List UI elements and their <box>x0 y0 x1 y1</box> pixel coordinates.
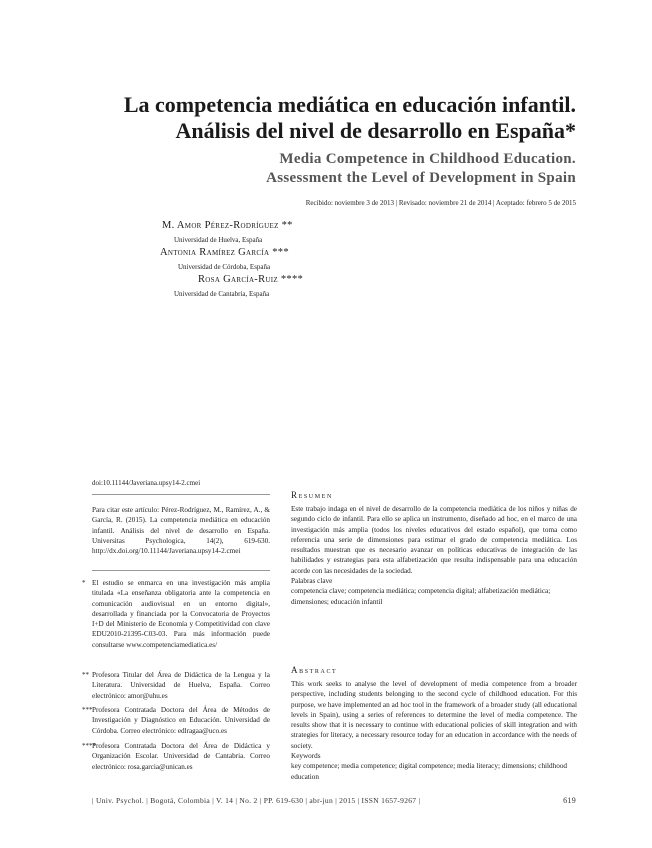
author-1-affiliation: Universidad de Huelva, España <box>174 236 263 244</box>
footnote-3 <box>82 705 270 736</box>
footnote-2-mark: ** <box>82 671 89 679</box>
footnote-4-text: Profesora Contratada Doctora del Área de Didáctica y Organización Escolar. Universidad de Cantabria. Correo electrónico: rosa.garcia@unican.es <box>92 742 270 771</box>
divider-line <box>92 494 270 495</box>
citation-note: Para citar este artículo: Pérez-Rodríguez, M., Ramírez, A., & García, R. (2015). La competencia mediática en educación infantil. Análisis del nivel de desarrollo en España. Universitas Psychologica, 14(2), 619-630. http://dx.doi.org/10.11144/Javeriana.upsy14-2.cmei <box>92 506 270 556</box>
resumen-body: Este trabajo indaga en el nivel de desarrollo de la competencia mediática de los niños y niñas de segundo ciclo de infantil. Para ello se aplica un instrumento, diseñado ad hoc, en el marco de una investigación más amplia (todos los niveles educativos del estado español), que toma como referencia una serie de dimensiones para estimar el grado de competencia mediática. Los resultados muestran que es necesario avanzar en políticas educativas de integración de las habilidades y estrategias para esta alfabetización que resulta indispensable para una educación acorde con las necesidades de la sociedad. <box>291 505 577 575</box>
abstract-keywords: key competence; media competence; digital competence; media literacy; dimensions; childhood education <box>291 762 568 781</box>
english-title-line2: Assessment the Level of Development in Spain <box>266 170 576 186</box>
abstract-section <box>291 665 577 782</box>
resumen-keywords: competencia clave; competencia mediática; competencia digital; alfabetización mediática; dimensiones; educación infantil <box>291 587 551 606</box>
abstract-body: This work seeks to analyse the level of development of media competence from a broader perspective, including students belonging to the second cycle of childhood education. For this purpose, we have implemented an ad hoc tool in the framework of a broader study (all educational levels in Spain), using a series of references to determine the level of media competence. The results show that it is necessary to continue with educational policies of skill integration and with strategies for literacy, a necessary resource today for an education in accordance with the needs of society. <box>291 680 577 750</box>
abstract-keywords-label: Keywords <box>291 752 321 761</box>
doi: doi:10.11144/Javeriana.upsy14-2.cmei <box>92 479 201 487</box>
journal-info: | Univ. Psychol. | Bogotá, Colombia | V. 14 | No. 2 | PP. 619-630 | abr-jun | 2015 | ISSN 1657-9267 | <box>92 796 421 805</box>
abstract-heading: Abstract <box>291 665 338 675</box>
author-2-affiliation: Universidad de Córdoba, España <box>178 263 271 271</box>
author-3-affiliation: Universidad de Cantabria, España <box>174 290 270 298</box>
footnote-2 <box>82 670 270 701</box>
submission-dates: Recibido: noviembre 3 de 2013 | Revisado: noviembre 21 de 2014 | Aceptado: febrero 5 de 2015 <box>305 199 576 207</box>
resumen-keywords-label: Palabras clave <box>291 577 333 586</box>
footnote-4-mark: **** <box>82 742 96 750</box>
english-title <box>266 150 576 188</box>
footnote-1 <box>82 578 270 650</box>
footnote-2-text: Profesora Titular del Área de Didáctica de la Lengua y la Literatura. Universidad de Huelva, España. Correo electrónico: amor@uhu.es <box>92 671 270 700</box>
article-title-line2: Análisis del nivel de desarrollo en España* <box>175 118 576 143</box>
footnote-4 <box>82 741 270 772</box>
footnote-3-mark: *** <box>82 706 93 714</box>
article-title-line1: La competencia mediática en educación infantil. <box>123 92 576 117</box>
page-footer <box>92 796 576 805</box>
author-2-name: Antonia Ramírez García *** <box>160 247 289 258</box>
author-1-name: M. Amor Pérez-Rodríguez ** <box>162 220 293 231</box>
divider-line <box>92 570 270 571</box>
article-title <box>124 92 576 144</box>
footnote-1-text: El estudio se enmarca en una investigación más amplia titulada «La enseñanza obligatoria ante la competencia en comunicación audiovisual en un entorno digital», desarrollada y financiada por la Convocatoria de Proyectos I+D del Ministerio de Economía y Competitividad con clave EDU2010-21395-C03-03. Para más información puede consultarse www.competenciamediatica.es/ <box>92 579 270 649</box>
resumen-section <box>291 490 577 607</box>
resumen-heading: Resumen <box>291 490 333 500</box>
author-3-name: Rosa García-Ruiz **** <box>198 274 304 285</box>
footnote-3-text: Profesora Contratada Doctora del Área de Métodos de Investigación y Diagnóstico en Educación. Universidad de Córdoba. Correo electrónico: edlragaa@uco.es <box>92 706 270 735</box>
footnote-1-mark: * <box>82 579 86 587</box>
page-number: 619 <box>563 796 576 805</box>
english-title-line1: Media Competence in Childhood Education. <box>279 151 576 167</box>
